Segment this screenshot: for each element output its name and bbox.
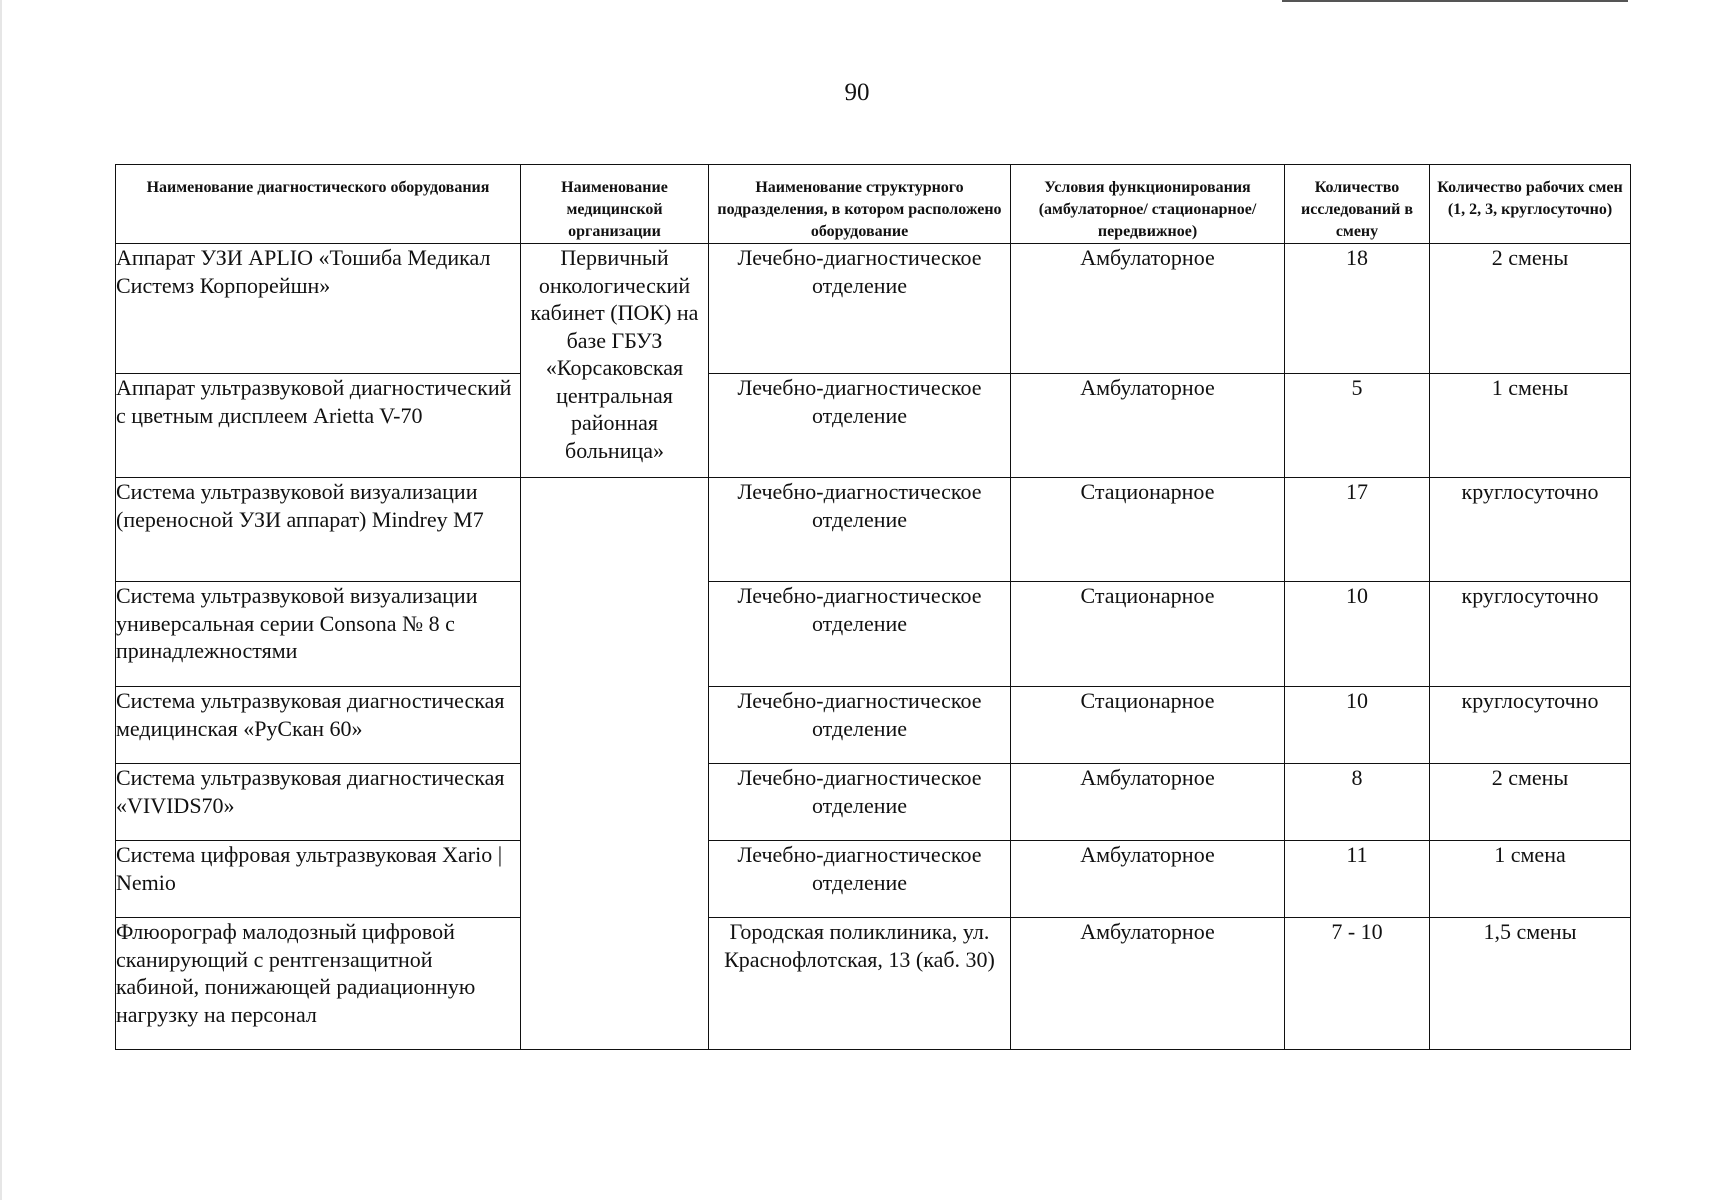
cell-conditions: Стационарное: [1011, 687, 1285, 764]
cell-shifts: 2 смены: [1430, 764, 1631, 841]
cell-studies: 11: [1285, 841, 1430, 918]
table-row: [116, 478, 1631, 582]
header-conditions: Условия функционирования (амбулаторное/ стационарное/передвижное): [1011, 165, 1285, 244]
cell-studies: 10: [1285, 687, 1430, 764]
cell-equipment: Система ультразвуковая диагностическая «VIVIDS70»: [116, 764, 521, 841]
cell-department: Лечебно-диагностическое отделение: [709, 687, 1011, 764]
table-row: [116, 918, 1631, 1050]
cell-conditions: Амбулаторное: [1011, 244, 1285, 374]
cell-conditions: Амбулаторное: [1011, 918, 1285, 1050]
table-row: [116, 244, 1631, 374]
cell-department: Лечебно-диагностическое отделение: [709, 764, 1011, 841]
cell-shifts: круглосуточно: [1430, 582, 1631, 687]
cell-studies: 18: [1285, 244, 1430, 374]
cell-equipment: Флюорограф малодозный цифровой сканирующий с рентгензащитной кабиной, понижающей радиационную нагрузку на персонал: [116, 918, 521, 1050]
page-number: 90: [844, 79, 870, 106]
top-rule: [1282, 0, 1628, 2]
cell-equipment: Система цифровая ультразвуковая Xario | Nemio: [116, 841, 521, 918]
table-row: [116, 687, 1631, 764]
table-row: [116, 764, 1631, 841]
scan-edge: [0, 0, 2, 1200]
header-studies: Количество исследований в смену: [1285, 165, 1430, 244]
table-row: [116, 582, 1631, 687]
cell-shifts: 2 смены: [1430, 244, 1631, 374]
table-row: [116, 374, 1631, 478]
cell-equipment: Аппарат ультразвуковой диагностический с цветным дисплеем Arietta V-70: [116, 374, 521, 478]
header-department: Наименование структурного подразделения, в котором расположено оборудование: [709, 165, 1011, 244]
cell-studies: 8: [1285, 764, 1430, 841]
cell-studies: 10: [1285, 582, 1430, 687]
cell-shifts: 1 смены: [1430, 374, 1631, 478]
cell-department: Лечебно-диагностическое отделение: [709, 478, 1011, 582]
cell-department: Лечебно-диагностическое отделение: [709, 582, 1011, 687]
cell-equipment: Аппарат УЗИ APLIO «Тошиба Медикал Системз Корпорейшн»: [116, 244, 521, 374]
cell-conditions: Амбулаторное: [1011, 374, 1285, 478]
cell-department: Лечебно-диагностическое отделение: [709, 841, 1011, 918]
cell-studies: 5: [1285, 374, 1430, 478]
cell-department: Лечебно-диагностическое отделение: [709, 244, 1011, 374]
cell-studies: 7 - 10: [1285, 918, 1430, 1050]
header-shifts: Количество рабочих смен (1, 2, 3, круглосуточно): [1430, 165, 1631, 244]
header-equipment: Наименование диагностического оборудования: [116, 165, 521, 244]
cell-studies: 17: [1285, 478, 1430, 582]
cell-conditions: Стационарное: [1011, 478, 1285, 582]
cell-conditions: Стационарное: [1011, 582, 1285, 687]
table-row: [116, 841, 1631, 918]
cell-organization-blank: [521, 478, 709, 1050]
cell-department: Лечебно-диагностическое отделение: [709, 374, 1011, 478]
cell-equipment: Система ультразвуковой визуализации (переносной УЗИ аппарат) Mindrey M7: [116, 478, 521, 582]
cell-shifts: круглосуточно: [1430, 687, 1631, 764]
cell-organization: [521, 244, 709, 478]
cell-department: Городская поликлиника, ул. Краснофлотская, 13 (каб. 30): [709, 918, 1011, 1050]
header-organization: Наименование медицинской организации: [521, 165, 709, 244]
organization-text: Первичный онкологический кабинет (ПОК) на базе ГБУЗ «Корсаковская центральная районная больница»: [530, 245, 699, 463]
cell-conditions: Амбулаторное: [1011, 764, 1285, 841]
cell-shifts: круглосуточно: [1430, 478, 1631, 582]
table-header-row: [116, 165, 1631, 244]
cell-shifts: 1 смена: [1430, 841, 1631, 918]
equipment-table: [115, 164, 1631, 1050]
cell-conditions: Амбулаторное: [1011, 841, 1285, 918]
cell-shifts: 1,5 смены: [1430, 918, 1631, 1050]
cell-equipment: Система ультразвуковой визуализации универсальная серии Consona № 8 с принадлежностями: [116, 582, 521, 687]
cell-equipment: Система ультразвуковая диагностическая медицинская «РуСкан 60»: [116, 687, 521, 764]
